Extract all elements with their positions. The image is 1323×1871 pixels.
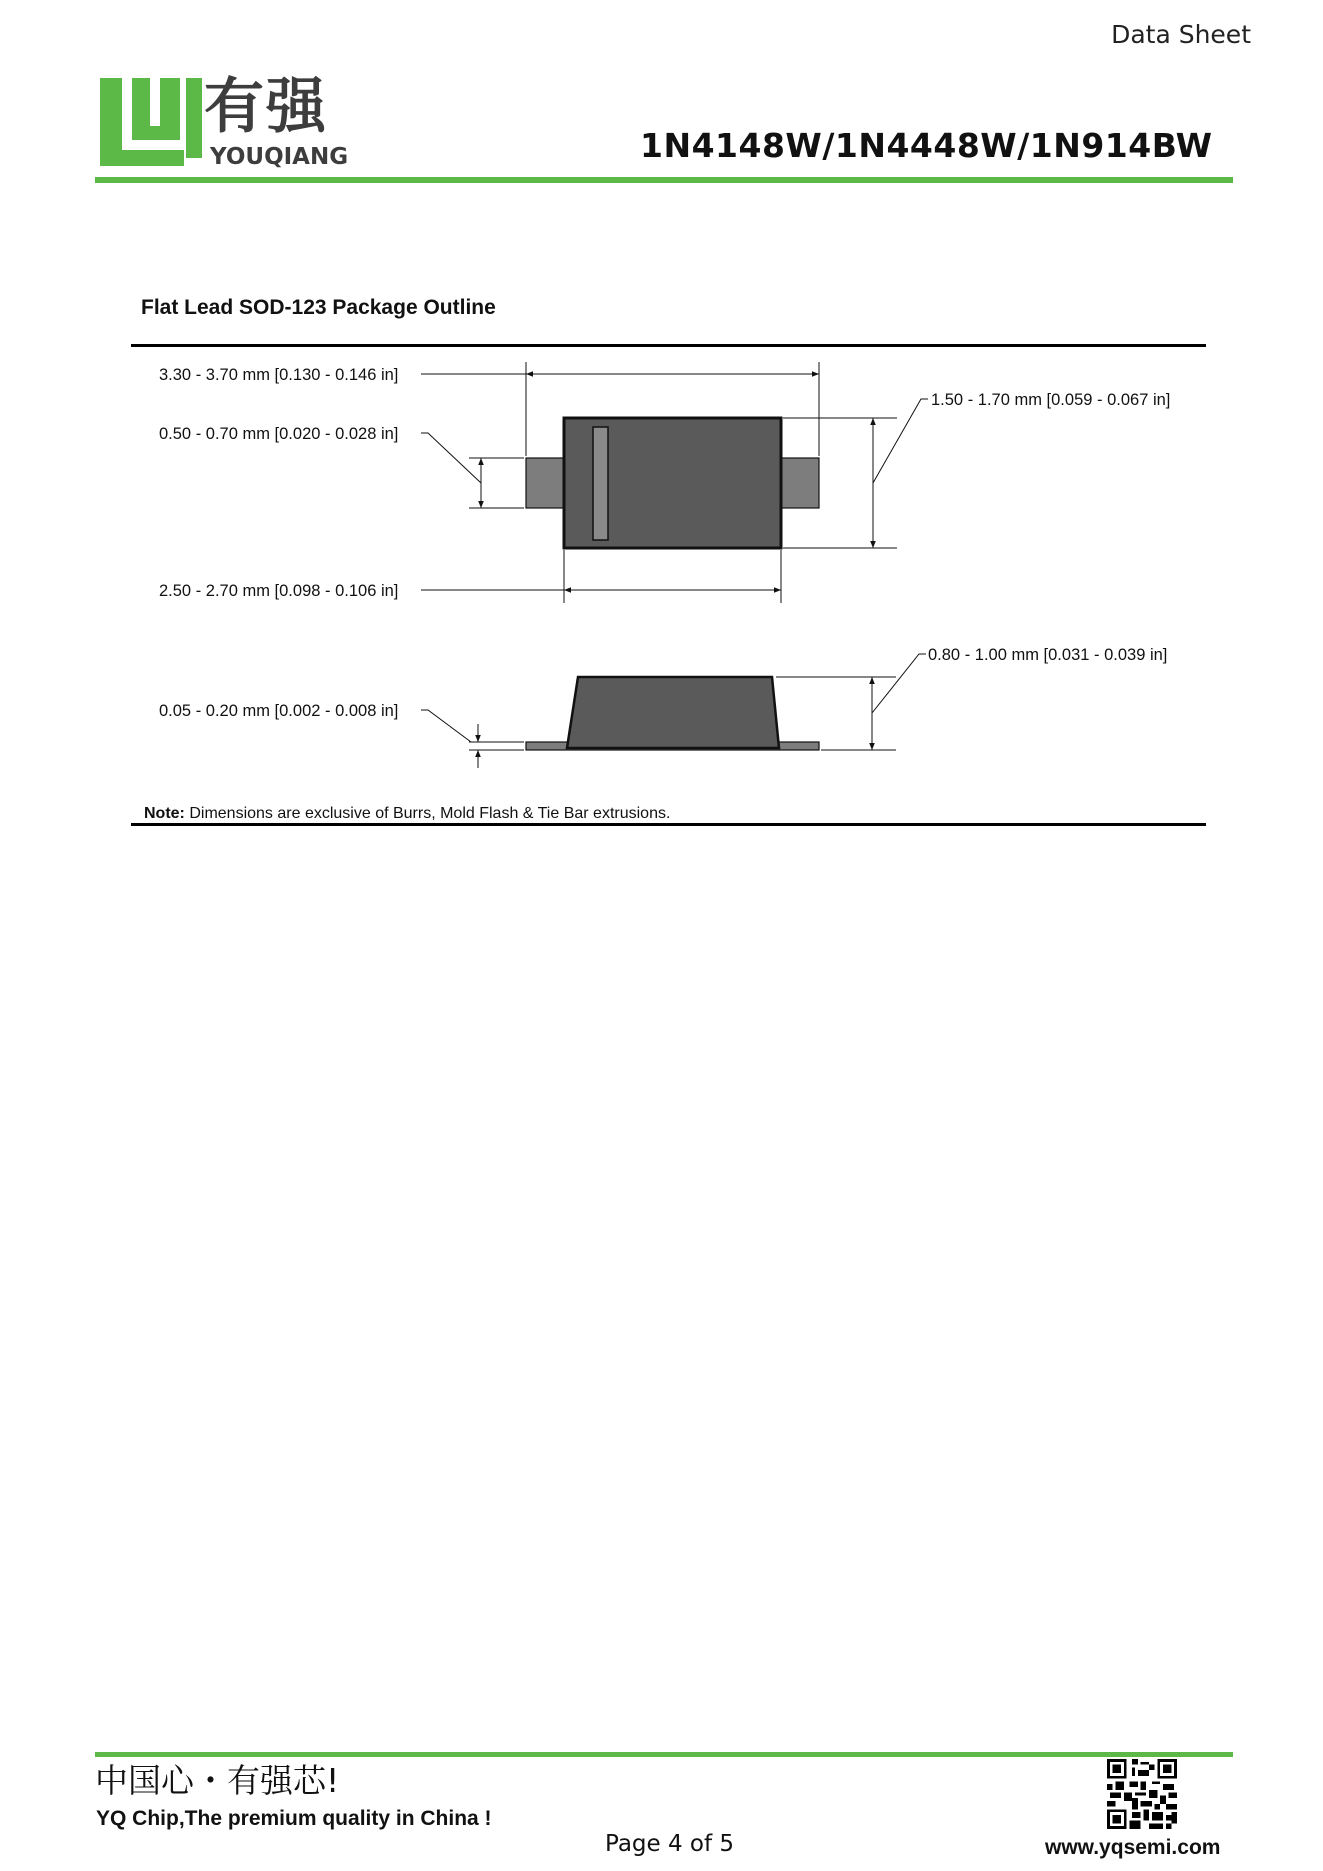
section-title: Flat Lead SOD-123 Package Outline <box>141 296 496 319</box>
lead-width-label: 0.50 - 0.70 mm [0.020 - 0.028 in] <box>159 425 399 443</box>
part-number-title: 1N4148W/1N4448W/1N914BW <box>640 126 1213 165</box>
brand-name-chinese: 有强 <box>204 72 328 142</box>
top-view <box>526 418 819 548</box>
body-length-label: 2.50 - 2.70 mm [0.098 - 0.106 in] <box>159 582 399 600</box>
side-body <box>567 677 779 748</box>
slogan-chinese: 中国心・有强芯! <box>95 1761 340 1800</box>
left-lead <box>526 458 568 508</box>
slogan-english: YQ Chip,The premium quality in China ! <box>96 1807 492 1830</box>
lead-thickness-label: 0.05 - 0.20 mm [0.002 - 0.008 in] <box>159 702 399 720</box>
document-type-label: Data Sheet <box>1111 20 1251 49</box>
side-view <box>526 677 819 750</box>
right-lead <box>777 458 819 508</box>
body-length-dimension <box>421 550 781 603</box>
outline-bottom-rule <box>131 823 1206 826</box>
lead-width-dimension <box>421 433 524 508</box>
header-divider <box>95 177 1233 183</box>
dimensions-note <box>144 805 670 823</box>
website-link[interactable]: www.yqsemi.com <box>1045 1836 1221 1859</box>
page-number: Page 4 of 5 <box>605 1831 735 1857</box>
cathode-band <box>593 427 608 540</box>
note-label: Note: <box>144 805 185 822</box>
body-height-label: 0.80 - 1.00 mm [0.031 - 0.039 in] <box>928 646 1168 664</box>
overall-length-label: 3.30 - 3.70 mm [0.130 - 0.146 in] <box>159 366 399 384</box>
package-outline-drawing <box>131 350 1206 790</box>
youqiang-logo <box>96 76 206 168</box>
body-height-dimension <box>776 654 926 750</box>
lead-thickness-dimension <box>421 710 524 768</box>
brand-name-english: YOUQIANG <box>210 144 349 170</box>
outline-top-rule <box>131 344 1206 347</box>
qr-code-icon <box>1107 1759 1177 1829</box>
note-text: Dimensions are exclusive of Burrs, Mold Flash & Tie Bar extrusions. <box>184 805 671 822</box>
body-width-label: 1.50 - 1.70 mm [0.059 - 0.067 in] <box>931 391 1171 409</box>
